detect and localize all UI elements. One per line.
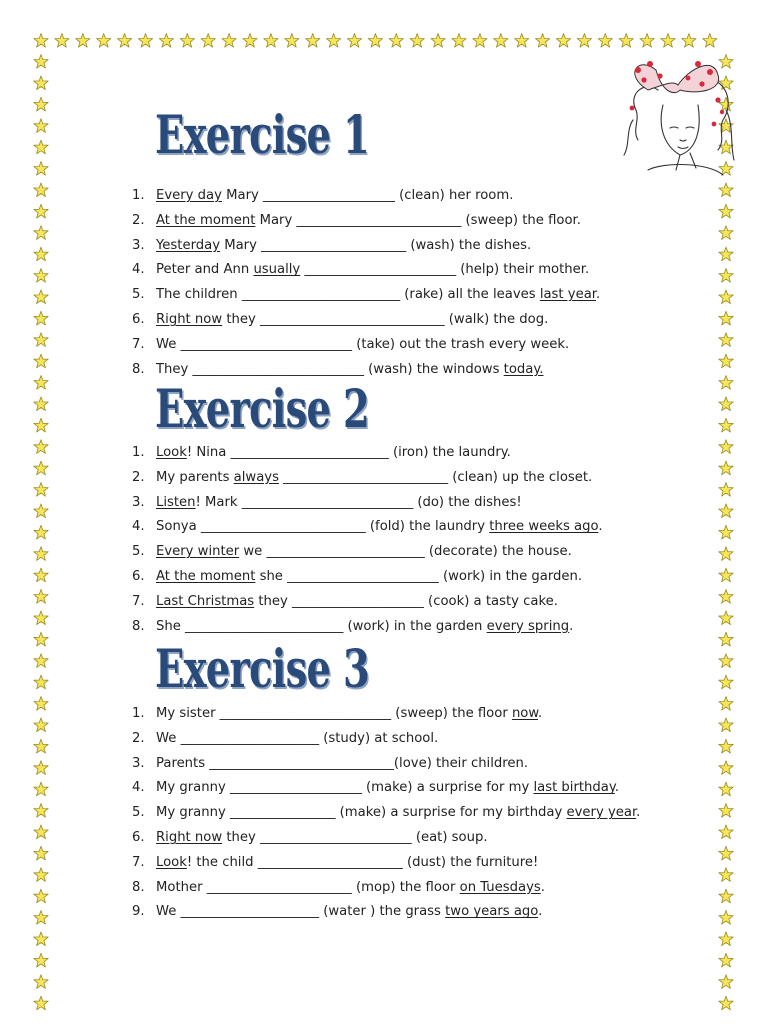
time-expression: every spring <box>486 618 570 634</box>
item-text: The children ________________________ (rake) all the leaves <box>156 287 540 303</box>
time-expression: every year <box>566 805 637 821</box>
time-expression: Right now <box>156 829 223 845</box>
exercise-item <box>132 615 603 640</box>
exercise-item <box>132 441 603 466</box>
item-number: 3. <box>132 237 145 253</box>
exercise-2-title: Exercise 2 <box>155 379 369 440</box>
item-text: . <box>596 287 601 303</box>
exercise-item <box>132 234 600 259</box>
item-number: 8. <box>132 361 145 377</box>
exercise-3-title: Exercise 3 <box>155 639 369 700</box>
item-number: 3. <box>132 494 145 510</box>
exercise-item <box>132 515 603 540</box>
exercise-item <box>132 283 600 308</box>
item-number: 6. <box>132 311 145 327</box>
item-text: We __________________________ (take) out the trash every week. <box>156 336 570 352</box>
item-number: 8. <box>132 618 145 634</box>
item-text: Mother ______________________ (mop) the floor <box>156 879 460 895</box>
item-text: We _____________________ (water ) the grass <box>156 904 446 920</box>
exercise-item <box>132 900 640 925</box>
exercise-item <box>132 565 603 590</box>
time-expression: today. <box>503 361 544 377</box>
exercise-item <box>132 540 603 565</box>
time-expression: Every winter <box>156 544 240 560</box>
item-number: 1. <box>132 188 145 203</box>
item-number: 4. <box>132 262 145 278</box>
item-text: _______________________ (help) their mother. <box>300 262 590 278</box>
item-text: They __________________________ (wash) the windows <box>156 361 504 377</box>
item-text: we ________________________ (decorate) the house. <box>239 544 572 560</box>
time-expression: two years ago <box>445 904 539 920</box>
item-number: 5. <box>132 287 145 303</box>
exercise-item <box>132 876 640 901</box>
time-expression: Yesterday <box>156 237 221 253</box>
item-number: 7. <box>132 593 145 609</box>
exercise-item <box>132 333 600 358</box>
item-text: My sister __________________________ (sweep) the floor <box>156 706 512 721</box>
item-number: 6. <box>132 568 145 584</box>
item-text: Mary ______________________ (wash) the dishes. <box>220 237 532 253</box>
item-text: We _____________________ (study) at school. <box>156 730 439 746</box>
item-text: Mary _________________________ (sweep) the floor. <box>255 212 581 228</box>
exercise-item <box>132 851 640 876</box>
item-text: My granny ________________ (make) a surprise for my birthday <box>156 805 567 821</box>
exercise-item <box>132 466 603 491</box>
exercise-1-title: Exercise 1 <box>155 105 369 166</box>
item-text: they ____________________ (cook) a tasty cake. <box>254 593 558 609</box>
time-expression: At the moment <box>156 212 256 228</box>
time-expression: now <box>511 706 538 721</box>
exercise-1-list <box>132 184 600 382</box>
item-text: . <box>538 904 543 920</box>
item-text: ! Nina ________________________ (iron) the laundry. <box>186 445 511 460</box>
item-text: . <box>540 879 545 895</box>
item-text: Peter and Ann <box>156 262 254 278</box>
item-text: My granny ____________________ (make) a surprise for my <box>156 780 534 796</box>
exercise-2-list <box>132 441 603 639</box>
exercise-item <box>132 184 600 209</box>
item-text: . <box>598 519 603 535</box>
time-expression: Right now <box>156 311 223 327</box>
exercise-item <box>132 702 640 727</box>
item-number: 6. <box>132 829 145 845</box>
item-number: 4. <box>132 780 145 796</box>
time-expression: three weeks ago <box>489 519 599 535</box>
item-number: 5. <box>132 805 145 821</box>
item-number: 2. <box>132 730 145 746</box>
item-number: 1. <box>132 706 145 721</box>
exercise-item <box>132 590 603 615</box>
item-text: Mary ____________________ (clean) her room. <box>221 188 514 203</box>
item-number: 2. <box>132 469 145 485</box>
item-number: 1. <box>132 445 145 460</box>
exercise-item <box>132 308 600 333</box>
item-number: 9. <box>132 904 145 920</box>
item-text: ! Mark __________________________ (do) the dishes! <box>195 494 522 510</box>
item-text: they _______________________ (eat) soup. <box>222 829 488 845</box>
item-text: . <box>636 805 641 821</box>
item-text: _________________________ (clean) up the closet. <box>278 469 593 485</box>
item-number: 2. <box>132 212 145 228</box>
item-text: ! the child ______________________ (dust) the furniture! <box>186 854 539 870</box>
time-expression: usually <box>253 262 301 278</box>
exercise-item <box>132 727 640 752</box>
exercise-item <box>132 491 603 516</box>
exercise-item <box>132 209 600 234</box>
item-text: My parents <box>156 469 234 485</box>
time-expression: last year <box>539 287 596 303</box>
item-number: 7. <box>132 336 145 352</box>
exercise-item <box>132 752 640 777</box>
item-text: . <box>537 706 543 721</box>
item-number: 5. <box>132 544 145 560</box>
item-text: Sonya _________________________ (fold) the laundry <box>156 519 490 535</box>
time-expression: Listen <box>156 494 196 510</box>
time-expression: Look <box>156 854 187 870</box>
time-expression: always <box>233 469 279 485</box>
item-number: 7. <box>132 854 145 870</box>
exercise-item <box>132 776 640 801</box>
exercise-item <box>132 826 640 851</box>
item-text: . <box>569 618 574 634</box>
time-expression: Look <box>156 445 187 460</box>
exercise-item <box>132 801 640 826</box>
time-expression: last birthday <box>533 780 615 796</box>
item-text: they ____________________________ (walk) the dog. <box>222 311 549 327</box>
item-text: . <box>614 780 619 796</box>
time-expression: Every day <box>156 188 222 203</box>
time-expression: At the moment <box>156 568 256 584</box>
item-text: She ________________________ (work) in the garden <box>156 618 487 634</box>
time-expression: Last Christmas <box>156 593 255 609</box>
time-expression: on Tuesdays <box>459 879 541 895</box>
item-number: 3. <box>132 755 145 771</box>
item-text: she _______________________ (work) in the garden. <box>255 568 583 584</box>
item-number: 4. <box>132 519 145 535</box>
exercise-item <box>132 258 600 283</box>
girl-with-bow-illustration <box>618 50 736 182</box>
exercise-3-list <box>132 702 640 925</box>
item-number: 8. <box>132 879 145 895</box>
item-text: Parents ____________________________(love) their children. <box>156 755 529 771</box>
